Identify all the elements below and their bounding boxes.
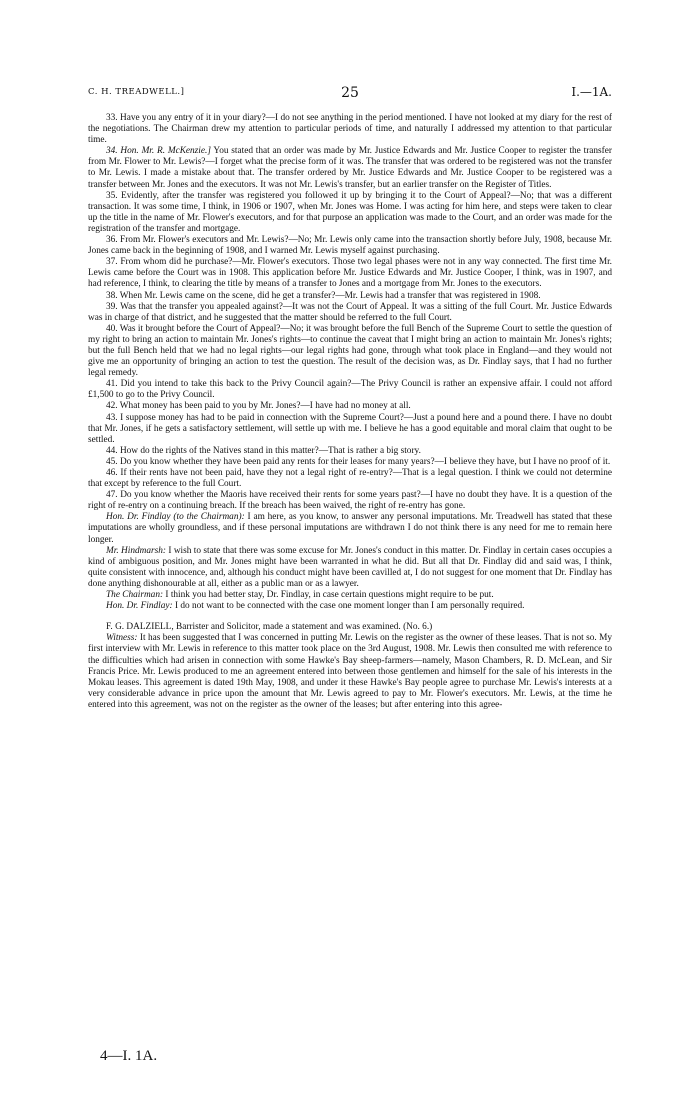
- speaker: Hon. Dr. Findlay (to the Chairman):: [106, 512, 245, 523]
- page-number: 25: [341, 85, 359, 101]
- section-spacer: [88, 612, 612, 622]
- paragraph-47: 47. Do you know whether the Maoris have received their rents for some years past?—I have no doubt they have. It is a question of the right of re-entry on a continuing breach. If the breach has been waived, the right of re-entry has gone.: [88, 490, 612, 512]
- paragraph-findlay-2: Hon. Dr. Findlay: I do not want to be connected with the case one moment longer than I am personally required.: [106, 601, 525, 612]
- header-paper-ref: I.—1A.: [571, 85, 612, 99]
- paragraph-chairman: The Chairman: I think you had better stay, Dr. Findlay, in case certain questions might require to be put.: [106, 590, 494, 601]
- speaker: Mr. Hindmarsh:: [106, 545, 166, 556]
- paragraph-41: 41. Did you intend to take this back to the Privy Council again?—The Privy Council is rather an expensive affair. I could not afford £1,500 to go to the Privy Council.: [88, 379, 612, 401]
- paragraph-35: 35. Evidently, after the transfer was registered you followed it up by bringing it to the Court of Appeal?—No; that was a different transaction. It was some time, I think, in 1906 or 1907, when Mr. Jones was Home. I was acting for him here, and steps were taken to clear up the title in the name of Mr. Flower's executors, and for that purpose an application was made to the Court, and an order was made for the registration of the transfer and mortgage.: [88, 190, 612, 234]
- document-body: [88, 113, 612, 711]
- paragraph-34: 34. Hon. Mr. R. McKenzie.] You stated that an order was made by Mr. Justice Edwards and Mr. Justice Cooper to register the transfer from Mr. Flower to Mr. Lewis?—I forget what the precise form of it was. The transfer that was ordered to be registered was not the transfer to Mr. Lewis. I made a mistake about that. The transfer ordered by Mr. Justice Edwards and Mr. Justice Cooper to be registered was a transfer between Mr. Jones and the executors. It was not Mr. Lewis's transfer, but an earlier transfer on the Register of Titles.: [88, 146, 612, 190]
- paragraph-43: 43. I suppose money has had to be paid in connection with the Supreme Court?—Just a pound here and a pound there. I have no doubt that Mr. Jones, if he gets a satisfactory settlement, will settle up with me. I believe he has a good equitable and moral claim that ought to be settled.: [88, 412, 612, 445]
- witness-statement: Witness: It has been suggested that I was concerned in putting Mr. Lewis on the register as the owner of these leases. That is not so. My first interview with Mr. Lewis in reference to this matter took place on the 3rd August, 1908. Mr. Lewis then consulted me with reference to the difficulties which had arisen in connection with some Hawke's Bay sheep-farmers—namely, Mason Chambers, R. D. McLean, and Sir Francis Price. Mr. Lewis produced to me an agreement entered into between those gentlemen and himself for the sale of his interests in the Mokau leases. This agreement is dated 19th May, 1908, and under it these Hawke's Bay people agree to purchase Mr. Lewis's interests at a very considerable advance in price upon the amount that Mr. Lewis agreed to pay to Mr. Flower's executors. Mr. Lewis, at the time he entered into this agreement, was not on the register as the owner of the leases; but after entering into this agree-: [88, 633, 612, 710]
- witness-heading: F. G. DALZIELL, Barrister and Solicitor, made a statement and was examined. (No. 6.): [106, 622, 433, 633]
- running-header: [88, 85, 612, 105]
- paragraph-46: 46. If their rents have not been paid, have they not a legal right of re-entry?—That is a legal question. I think we could not determine that except by reference to the full Court.: [88, 468, 612, 490]
- paragraph-36: 36. From Mr. Flower's executors and Mr. Lewis?—No; Mr. Lewis only came into the transaction shortly before July, 1908, because Mr. Jones came back in the beginning of 1908, and I warned Mr. Lewis myself against purchasing.: [88, 235, 612, 257]
- speaker: Hon. Dr. Findlay:: [106, 601, 173, 612]
- speaker: Witness:: [106, 633, 138, 644]
- speaker: The Chairman:: [106, 590, 164, 601]
- paragraph-39: 39. Was that the transfer you appealed against?—It was not the Court of Appeal. It was a sitting of the full Court. Mr. Justice Edwards was in charge of that district, and he suggested that the matter should be referred to the full Court.: [88, 301, 612, 323]
- paragraph-hindmarsh: Mr. Hindmarsh: I wish to state that there was some excuse for Mr. Jones's conduct in this matter. Dr. Findlay in certain cases occupies a kind of ambiguous position, and Mr. Jones might have been warranted in what he did. But all that Dr. Findlay did and said was, I think, quite consistent with innocence, and, although his conduct might have been cavilled at, I do not suggest for one moment that Dr. Findlay has done anything dishonourable at all, either as a public man or as a lawyer.: [88, 545, 613, 589]
- paragraph-40: 40. Was it brought before the Court of Appeal?—No; it was brought before the full Bench of the Supreme Court to settle the question of my right to bring an action to maintain Mr. Jones's rights—to continue the caveat that I might bring an action to maintain Mr. Jones's rights; but the full Bench held that we had no legal rights—our legal rights had gone, through what took place in England—and they would not give me an opportunity of bringing an action to test the question. The result of the decision was, as Dr. Findlay says, that I had no further legal remedy.: [88, 323, 612, 379]
- paragraph-42: 42. What money has been paid to you by Mr. Jones?—I have had no money at all.: [106, 401, 411, 412]
- paragraph-45: 45. Do you know whether they have been paid any rents for their leases for many years?—I believe they have, but I have no proof of it.: [106, 456, 611, 467]
- header-author: C. H. TREADWELL.]: [88, 87, 185, 97]
- paragraph-44: 44. How do the rights of the Natives stand in this matter?—That is rather a big story.: [106, 445, 421, 456]
- signature-mark: 4—I. 1A.: [100, 1048, 158, 1064]
- paragraph-findlay: Hon. Dr. Findlay (to the Chairman): I am here, as you know, to answer any personal imputations. Mr. Treadwell has stated that these imputations are wholly groundless, and if these personal imputations are withdrawn I do not think there is any need for me to remain here longer.: [88, 512, 612, 545]
- paragraph-33: 33. Have you any entry of it in your diary?—I do not see anything in the period mentioned. I have not looked at my diary for the rest of the negotiations. The Chairman drew my attention to particular periods of time, and naturally I addressed my attention to that particular time.: [88, 113, 612, 146]
- paragraph-38: 38. When Mr. Lewis came on the scene, did he get a transfer?—Mr. Lewis had a transfer that was registered in 1908.: [106, 290, 541, 301]
- speaker: 34. Hon. Mr. R. McKenzie.]: [106, 146, 211, 157]
- paragraph-37: 37. From whom did he purchase?—Mr. Flower's executors. Those two legal phases were not in any way connected. The first time Mr. Lewis came before the Court was in 1908. This application before Mr. Justice Edwards and Mr. Justice Cooper, I think, was in 1907, and had reference, I think, to clearing the title by means of a transfer to Jones and a mortgage from Mr. Jones to the executors.: [88, 257, 612, 290]
